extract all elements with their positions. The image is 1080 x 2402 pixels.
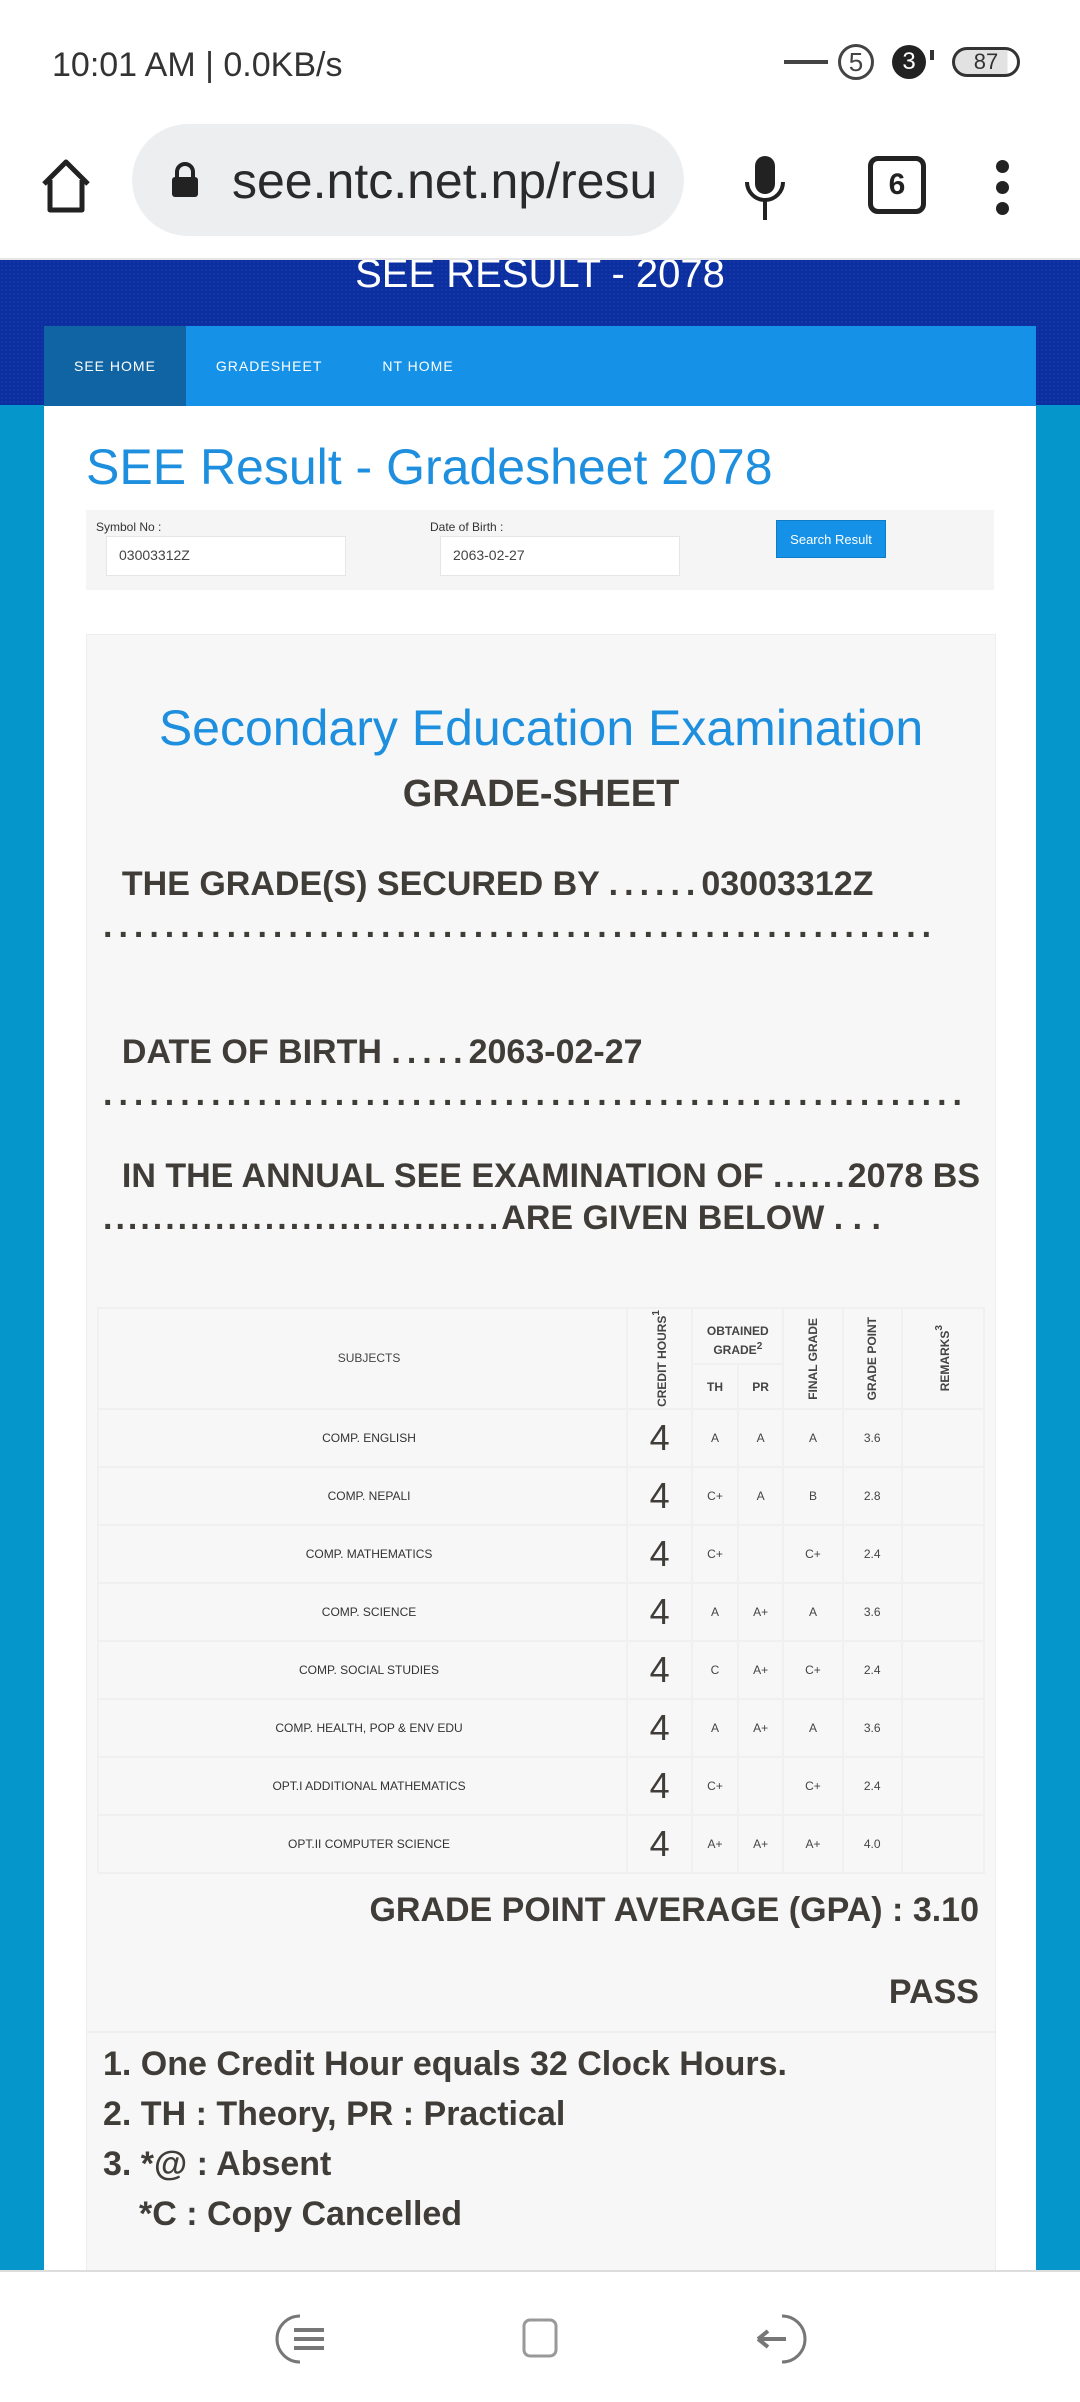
grade-row — [98, 1409, 984, 1467]
wifi-tick-icon — [930, 50, 934, 60]
exam-bs-label: BS — [932, 1157, 980, 1195]
subject-cell: COMP. ENGLISH — [98, 1409, 627, 1467]
subject-cell: COMP. SOCIAL STUDIES — [98, 1641, 627, 1699]
credit-hours-cell: 4 — [627, 1583, 692, 1641]
back-icon[interactable] — [750, 2312, 814, 2366]
credit-hours-cell: 4 — [627, 1525, 692, 1583]
search-form — [86, 510, 994, 590]
pr-grade-cell: A+ — [738, 1815, 784, 1873]
recents-menu-icon[interactable] — [268, 2312, 332, 2366]
grade-point-cell: 2.4 — [843, 1525, 902, 1583]
th-grade-cell: C — [692, 1641, 738, 1699]
grade-point-cell: 4.0 — [843, 1815, 902, 1873]
grade-row — [98, 1815, 984, 1873]
symbol-no-value: 03003312Z — [701, 865, 874, 903]
pr-grade-cell: A+ — [738, 1583, 784, 1641]
pr-grade-cell: A+ — [738, 1641, 784, 1699]
battery-icon: 87 — [952, 47, 1020, 77]
final-grade-cell: C+ — [783, 1641, 842, 1699]
subject-cell: OPT.I ADDITIONAL MATHEMATICS — [98, 1757, 627, 1815]
grade-row — [98, 1641, 984, 1699]
tab-switcher-button[interactable]: 6 — [868, 156, 926, 214]
status-bar — [0, 0, 1080, 130]
th-grade-cell: C+ — [692, 1757, 738, 1815]
site-nav — [44, 326, 1036, 406]
microphone-icon[interactable] — [740, 152, 790, 224]
pr-grade-cell — [738, 1757, 784, 1815]
status-time: 10:01 AM | 0.0KB/s — [52, 46, 343, 84]
grade-point-cell: 3.6 — [843, 1409, 902, 1467]
col-credit-hours: CREDIT HOURS$^1$ — [627, 1308, 692, 1409]
nav-nt-home[interactable]: NT HOME — [382, 358, 454, 374]
grade-row — [98, 1699, 984, 1757]
credit-hours-cell: 4 — [627, 1409, 692, 1467]
credit-hours-cell: 4 — [627, 1815, 692, 1873]
main-content — [44, 406, 1036, 2270]
dob-line: DATE OF BIRTH .....2063-02-27 ........................................................ — [103, 1033, 968, 1113]
col-subjects: SUBJECTS — [98, 1308, 627, 1409]
lock-icon — [170, 162, 200, 198]
final-grade-cell: C+ — [783, 1757, 842, 1815]
overflow-menu-icon[interactable] — [990, 154, 1014, 224]
remarks-cell — [902, 1525, 984, 1583]
subject-cell: COMP. HEALTH, POP & ENV EDU — [98, 1699, 627, 1757]
site-header — [0, 260, 1080, 405]
grades-table — [97, 1307, 985, 1874]
home-nav-icon[interactable] — [520, 2312, 560, 2366]
col-final-grade: FINAL GRADE — [783, 1308, 842, 1409]
remarks-cell — [902, 1757, 984, 1815]
th-grade-cell: A — [692, 1699, 738, 1757]
note-2: 2. TH : Theory, PR : Practical — [103, 2095, 566, 2133]
remarks-cell — [902, 1409, 984, 1467]
signal-line-icon — [784, 60, 828, 64]
pr-grade-cell: A — [738, 1467, 784, 1525]
final-grade-cell: A — [783, 1583, 842, 1641]
final-grade-cell: B — [783, 1467, 842, 1525]
grade-point-cell: 3.6 — [843, 1583, 902, 1641]
signal-5g-icon: 5 — [838, 44, 874, 80]
search-result-button[interactable]: Search Result — [776, 520, 886, 558]
given-below-label: ARE GIVEN BELOW . . . — [501, 1199, 881, 1237]
th-grade-cell: A — [692, 1583, 738, 1641]
final-grade-cell: A — [783, 1409, 842, 1467]
nav-see-home[interactable]: SEE HOME — [44, 326, 186, 406]
col-pr: PR — [738, 1364, 784, 1409]
note-4: *C : Copy Cancelled — [139, 2195, 463, 2233]
remarks-cell — [902, 1467, 984, 1525]
col-obtained-grade: OBTAINED GRADE$^2$ — [692, 1308, 783, 1364]
site-title: SEE RESULT - 2078 — [355, 260, 725, 296]
remarks-cell — [902, 1699, 984, 1757]
url-text: see.ntc.net.np/resu — [232, 153, 658, 209]
exam-year-value: 2078 — [847, 1157, 924, 1195]
col-th: TH — [692, 1364, 738, 1409]
gradesheet — [86, 634, 996, 2270]
col-remarks: REMARKS$^3$ — [902, 1308, 984, 1409]
notification-badge-icon: 3 — [892, 45, 926, 79]
grade-row — [98, 1583, 984, 1641]
subject-cell: COMP. NEPALI — [98, 1467, 627, 1525]
note-1: 1. One Credit Hour equals 32 Clock Hours. — [103, 2045, 787, 2083]
page-title: SEE Result - Gradesheet 2078 — [86, 439, 773, 495]
grade-row — [98, 1757, 984, 1815]
col-grade-point: GRADE POINT — [843, 1308, 902, 1409]
secured-by-label: THE GRADE(S) SECURED BY — [121, 865, 600, 903]
remarks-cell — [902, 1583, 984, 1641]
symbol-no-input[interactable]: 03003312Z — [106, 536, 346, 576]
status-icons — [784, 44, 1020, 80]
th-grade-cell: C+ — [692, 1525, 738, 1583]
final-grade-cell: C+ — [783, 1525, 842, 1583]
credit-hours-cell: 4 — [627, 1699, 692, 1757]
exam-line: IN THE ANNUAL SEE EXAMINATION OF ......2078 BS ................................ARE GIVEN BELOW . . . — [103, 1157, 980, 1237]
gradesheet-title: GRADE-SHEET — [402, 773, 680, 815]
th-grade-cell: A+ — [692, 1815, 738, 1873]
th-grade-cell: C+ — [692, 1467, 738, 1525]
nav-gradesheet[interactable]: GRADESHEET — [215, 358, 323, 374]
address-bar[interactable] — [132, 124, 684, 236]
dob-value: 2063-02-27 — [468, 1033, 643, 1071]
grade-point-cell: 2.4 — [843, 1641, 902, 1699]
symbol-no-label: Symbol No : — [96, 520, 162, 534]
exam-line-label: IN THE ANNUAL SEE EXAMINATION OF — [121, 1157, 764, 1195]
final-grade-cell: A+ — [783, 1815, 842, 1873]
web-page — [0, 260, 1080, 2270]
subject-cell: OPT.II COMPUTER SCIENCE — [98, 1815, 627, 1873]
browser-toolbar — [0, 130, 1080, 260]
grade-point-cell: 3.6 — [843, 1699, 902, 1757]
subject-cell: COMP. SCIENCE — [98, 1583, 627, 1641]
system-nav-bar — [0, 2270, 1080, 2402]
th-grade-cell: A — [692, 1409, 738, 1467]
pr-grade-cell: A+ — [738, 1699, 784, 1757]
home-icon[interactable] — [36, 156, 96, 216]
remarks-cell — [902, 1641, 984, 1699]
result-status: PASS — [888, 1973, 979, 2011]
gpa-value: GRADE POINT AVERAGE (GPA) : 3.10 — [369, 1891, 979, 1929]
dob-input[interactable]: 2063-02-27 — [440, 536, 680, 576]
grade-row — [98, 1525, 984, 1583]
remarks-cell — [902, 1815, 984, 1873]
pr-grade-cell — [738, 1525, 784, 1583]
credit-hours-cell: 4 — [627, 1641, 692, 1699]
note-3: 3. *@ : Absent — [103, 2145, 332, 2183]
divider — [87, 2031, 995, 2033]
subject-cell: COMP. MATHEMATICS — [98, 1525, 627, 1583]
secured-by-line: THE GRADE(S) SECURED BY ......03003312Z ...................................................... — [103, 865, 938, 945]
dob-line-label: DATE OF BIRTH — [121, 1033, 382, 1071]
pr-grade-cell: A — [738, 1409, 784, 1467]
dob-label: Date of Birth : — [430, 520, 504, 534]
final-grade-cell: A — [783, 1699, 842, 1757]
credit-hours-cell: 4 — [627, 1757, 692, 1815]
grade-point-cell: 2.4 — [843, 1757, 902, 1815]
grade-row — [98, 1467, 984, 1525]
grade-point-cell: 2.8 — [843, 1467, 902, 1525]
credit-hours-cell: 4 — [627, 1467, 692, 1525]
exam-title: Secondary Education Examination — [158, 700, 924, 756]
